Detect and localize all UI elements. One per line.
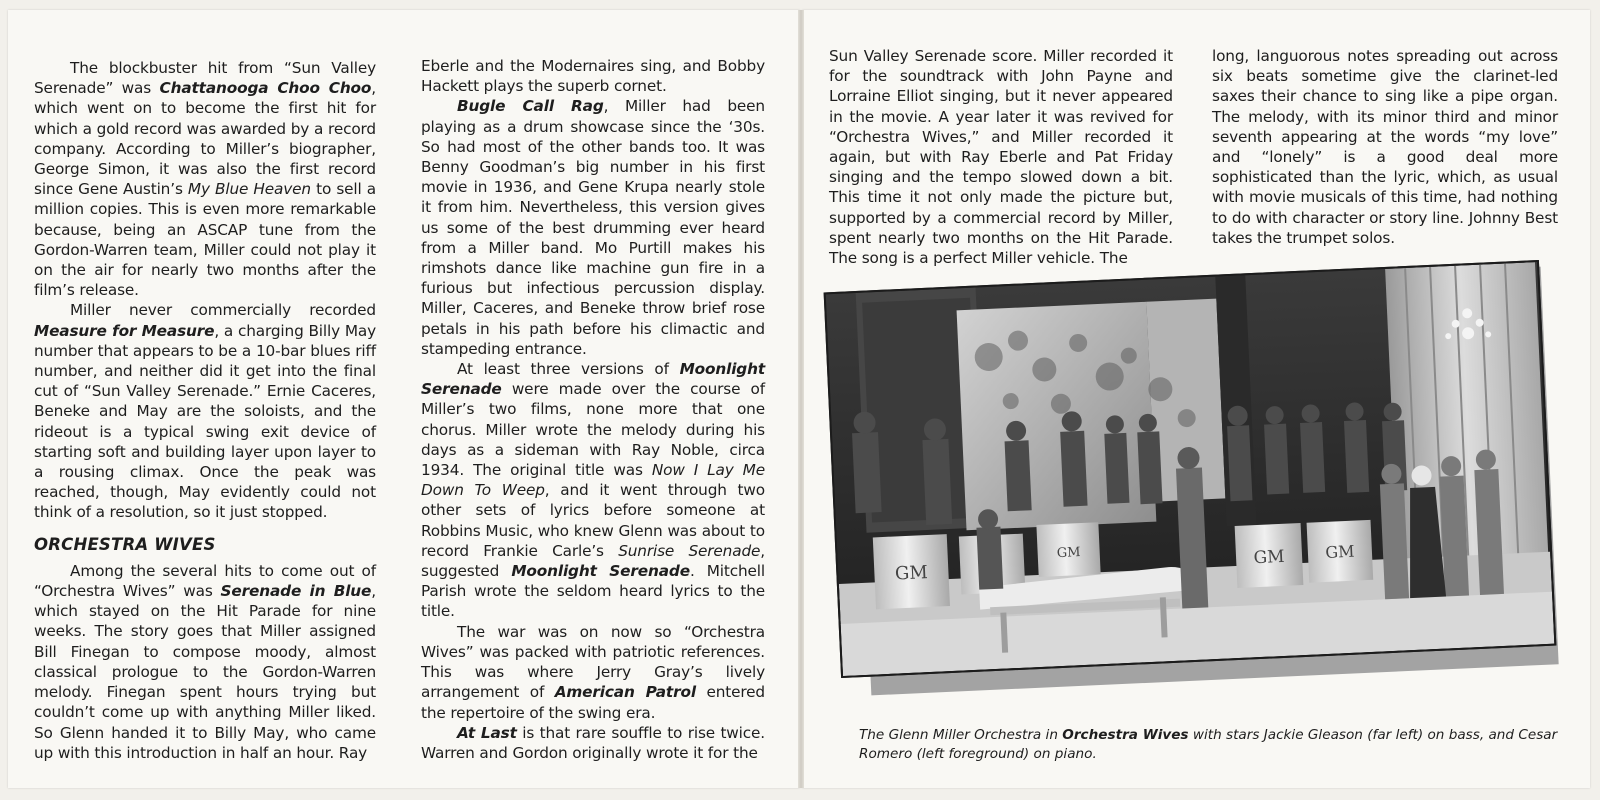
paragraph-bugle-call-rag: Bugle Call Rag, Miller had been playing as a drum showcase since the ‘30s. So had most of the other bands too. It was Benny Goodman’s big number in his first movie in 1936, and Gene Krupa nearly stole it from him. Nevertheless, this version gives us some of the best drumming ever heard from a Miller band. Mo Purtill makes his rimshots dance like machine gun fire in a furious but infectious percussion display. Miller, Caceres, and Beneke throw brief rose petals in his path before his climactic and stampeding entrance. xyxy=(421,97,765,358)
paragraph-at-last: At Last is that rare souffle to rise twice. Warren and Gordon originally wrote it for the xyxy=(421,723,766,762)
song-title-moonlight-serenade: Moonlight Serenade xyxy=(421,360,765,399)
orchestra-photo xyxy=(824,260,1557,678)
right-column-1 xyxy=(829,46,1173,268)
paragraph-chattanooga: The blockbuster hit from “Sun Valley Serenade” was Chattanooga Choo Choo, which went on to become the first hit for which a gold record was awarded by a record company. According to Miller’s biographer, George Simon, it was also the first record since Gene Austin’s My Blue Heaven to sell a million copies. This is even more remarkable because, being an ASCAP tune from the Gordon-Warren team, Miller could not play it on the air for nearly two months after the film’s release. xyxy=(34,59,376,300)
photo-container xyxy=(826,266,1556,686)
paragraph-at-last-continued: Sun Valley Serenade score. Miller recorded it for the soundtrack with John Payne and Lorraine Elliot singing, but it never appeared in the movie. A year later it was revived for “Orchestra Wives,” and Miller recorded it again, but with Ray Eberle and Pat Friday singing and the tempo slowed down a bit. This time it not only made the picture but, supported by a commercial record by Miller, spent nearly two months on the Hit Parade. The song is a perfect Miller vehicle. The xyxy=(829,47,1173,268)
left-column-2 xyxy=(421,56,765,763)
orchestra-photo-illustration xyxy=(826,262,1555,676)
stand-monogram-4: GM xyxy=(1324,541,1355,562)
page-gutter xyxy=(798,10,804,788)
song-title-serenade-in-blue: Serenade in Blue xyxy=(220,582,372,601)
paragraph-measure: Miller never commercially recorded Measure for Measure, a charging Billy May number that appears to be a 10-bar blues riff number, and neither did it get into the final cut of “Sun Valley Serenade.” Ernie Caceres, Beneke and May are the soloists, and the rideout is a typical swing exit device of starting soft and building layer upon layer to a rousing climax. Once the peak was reached, though, May evidently could not think of a resolution, so it just stopped. xyxy=(34,301,376,522)
caption-film-title: Orchestra Wives xyxy=(1062,727,1189,743)
stand-monogram-2: GM xyxy=(1056,545,1081,562)
song-title-american-patrol: American Patrol xyxy=(554,683,696,702)
song-title-moonlight-serenade-2: Moonlight Serenade xyxy=(511,562,690,581)
song-title-sunrise-serenade: Sunrise Serenade xyxy=(618,541,761,560)
section-heading-orchestra-wives: ORCHESTRA WIVES xyxy=(34,534,216,554)
song-title-bugle-call-rag: Bugle Call Rag xyxy=(457,97,604,116)
paragraph-serenade-in-blue: Among the several hits to come out of “Orchestra Wives” was Serenade in Blue, which stayed on the Hit Parade for nine weeks. The story goes that Miller assigned Bill Finegan to compose moody, almost classical prologue to the Gordon-Warren melody. Finegan spent hours trying but couldn’t come up with anything Miller liked. So Glenn handed it to Billy May, who came up with this introduction in half an hour. Ray xyxy=(34,561,376,762)
paragraph-american-patrol: The war was on now so “Orchestra Wives” was packed with patriotic references. This was where Jerry Gray’s lively arrangement of American Patrol entered the repertoire of the swing era. xyxy=(421,622,765,722)
paragraph-continuation: Eberle and the Modernaires sing, and Bobby Hackett plays the superb cornet. xyxy=(421,57,765,96)
stand-monogram-3: GM xyxy=(1253,546,1286,569)
song-title-measure: Measure for Measure xyxy=(34,321,215,340)
photo-caption: The Glenn Miller Orchestra in Orchestra Wives with stars Jackie Gleason (far left) on bass, and Cesar Romero (left foreground) on piano. xyxy=(859,727,1558,762)
right-column-2 xyxy=(1212,46,1558,248)
stand-monogram-1: GM xyxy=(894,562,929,585)
left-column-1 xyxy=(34,58,376,763)
paragraph-melody: long, languorous notes spreading out across six beats sometime give the clarinet-led saxes their chance to sing like a pipe organ. The melody, with its minor third and minor seventh appearing at the words “my love” and “lonely” is a good deal more sophisticated than the lyric, which, as usual with movie musicals of this time, had nothing to do with character or story line. Johnny Best takes the trumpet solos. xyxy=(1212,47,1558,247)
song-title-my-blue-heaven: My Blue Heaven xyxy=(187,180,311,199)
paragraph-moonlight-serenade: At least three versions of Moonlight Serenade were made over the course of Miller’s two films, none more that one chorus. Miller wrote the melody during his days as a sideman with Ray Noble, circa 1934. The original title was Now I Lay Me Down To Weep, and it went through two other sets of lyrics before someone at Robbins Music, who knew Glenn was about to record Frankie Carle’s Sunrise Serenade, suggested Moonlight Serenade. Mitchell Parish wrote the seldom heard lyrics to the title. xyxy=(421,360,766,621)
song-title-at-last: At Last xyxy=(457,723,517,742)
song-title-chattanooga: Chattanooga Choo Choo xyxy=(159,79,372,98)
song-title-now-i-lay-me-down: Now I Lay Me Down To Weep xyxy=(421,461,765,500)
